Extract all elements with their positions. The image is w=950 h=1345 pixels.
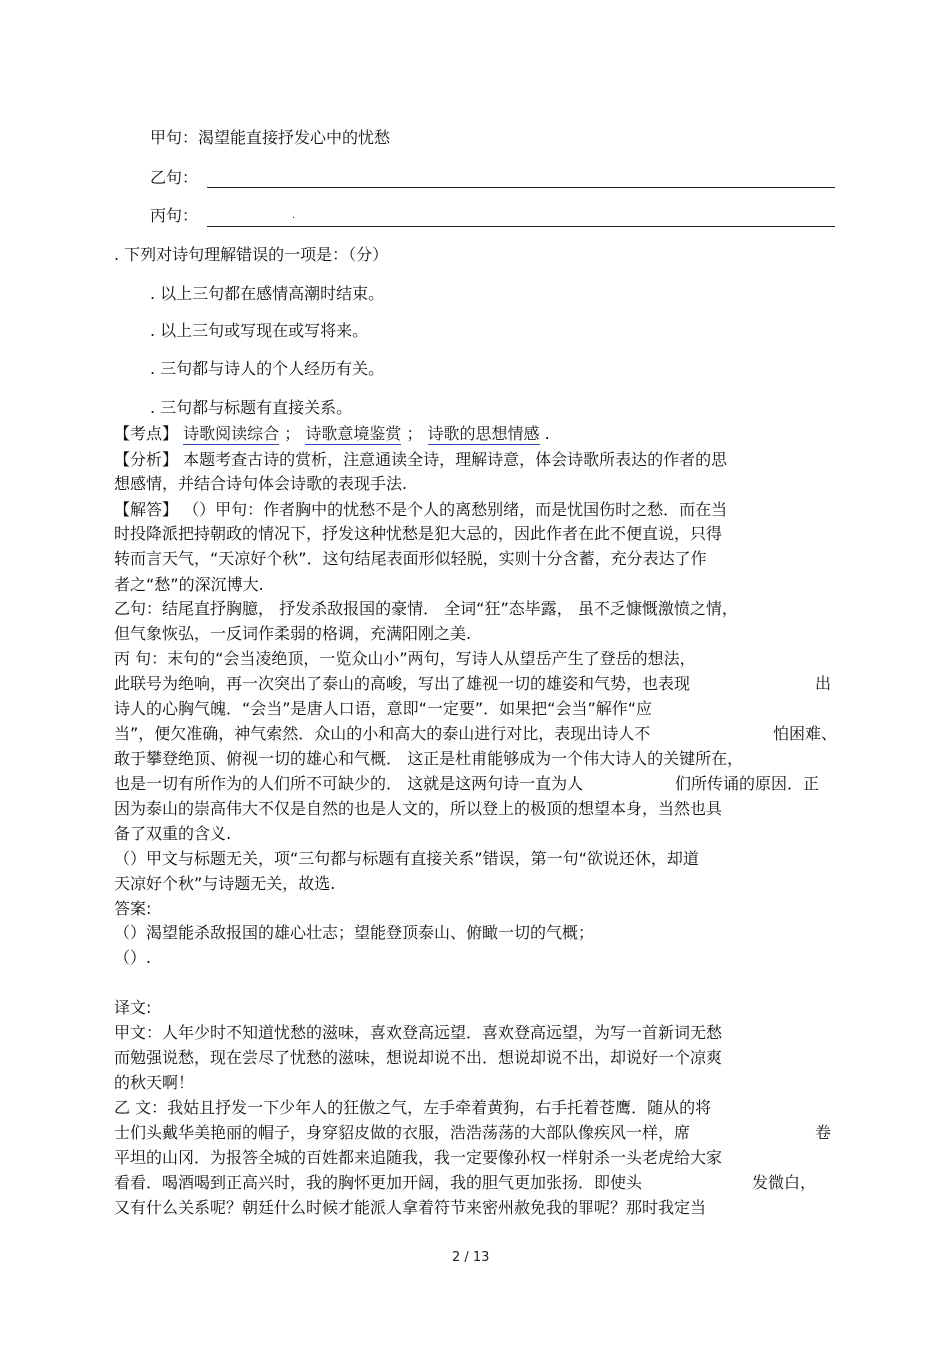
fenxi-line-1: 【分析】 本题考查古诗的赏析，注意通读全诗，理解诗意，体会诗歌所表达的作者的思 <box>114 450 728 469</box>
kaodian-end: . <box>544 424 550 443</box>
jieda-line-6: 但气象恢弘，一反词作柔弱的格调，充满阳刚之美. <box>114 624 472 643</box>
jieda-line-16: 天凉好个秋”与诗题无关，故选. <box>114 874 336 893</box>
question-stem: . 下列对诗句理解错误的一项是：（分） <box>114 245 389 264</box>
jieda-line-3: 转而言天气，“天凉好个秋”．这句结尾表面形似轻脱，实则十分含蓄，充分表达了作 <box>114 549 707 568</box>
jieda-line-5: 乙句：结尾直抒胸臆， 抒发杀敌报国的豪情． 全词“狂”态毕露， 虽不乏慷慨激愤之情， <box>114 599 738 618</box>
yiwen-line-1: 甲文：人年少时不知道忧愁的滋味，喜欢登高远望．喜欢登高远望，为写一首新词无愁 <box>114 1023 723 1042</box>
jieda-line-2: 时投降派把持朝政的情况下，抒发这种忧愁是犯大忌的，因此作者在此不便直说，只得 <box>114 524 723 543</box>
kaodian-sep-1: ； <box>284 424 301 443</box>
answer-line-2: （）. <box>114 948 152 967</box>
jieda-line-14: 备了双重的含义. <box>114 824 232 843</box>
yiwen-line-6: 平坦的山冈．为报答全城的百姓都来追随我，我一定要像孙权一样射杀一头老虎给大家 <box>114 1148 723 1167</box>
jieda-line-13: 因为泰山的崇高伟大不仅是自然的也是人文的，所以登上的极顶的想望本身，当然也具 <box>114 799 723 818</box>
jia-sentence: 甲句：渴望能直接抒发心中的忧愁 <box>150 128 391 147</box>
option-b: . 以上三句或写现在或写将来。 <box>150 321 369 340</box>
answer-label: 答案: <box>114 899 152 918</box>
kaodian-tag-3[interactable]: 诗歌的思想情感 <box>427 424 540 443</box>
jieda-line-11: 敢于攀登绝顶、俯视一切的雄心和气概． 这正是杜甫能够成为一个伟大诗人的关键所在， <box>114 749 744 768</box>
bing-answer-line <box>207 226 835 227</box>
yiwen-line-4: 乙 文：我姑且抒发一下少年人的狂傲之气，左手牵着黄狗，右手托着苍鹰．随从的将 <box>114 1098 712 1117</box>
jieda-line-8-end: 出 <box>815 674 832 693</box>
bing-dot: . <box>292 210 296 221</box>
yiwen-line-8: 又有什么关系呢？朝廷什么时候才能派人拿着符节来密州赦免我的罪呢？那时我定当 <box>114 1198 707 1217</box>
kaodian-label: 【考点】 <box>114 424 179 443</box>
jieda-line-12-end: 们所传诵的原因．正 <box>675 774 820 793</box>
jieda-line-4: 者之“愁”的深沉博大. <box>114 575 264 594</box>
jieda-line-1: 【解答】 （）甲句：作者胸中的忧愁不是个人的离愁别绪，而是忧国伤时之愁．而在当 <box>114 500 728 519</box>
kaodian-tag-2[interactable]: 诗歌意境鉴赏 <box>305 424 402 443</box>
page-number: 2 / 13 <box>452 1250 490 1265</box>
yiwen-label: 译文: <box>114 998 152 1017</box>
yiwen-line-3: 的秋天啊！ <box>114 1073 195 1092</box>
bing-label: 丙句： <box>150 206 199 225</box>
fenxi-line-2: 想感情，并结合诗句体会诗歌的表现手法. <box>114 474 408 493</box>
option-a: . 以上三句都在感情高潮时结束。 <box>150 284 385 303</box>
yiwen-line-2: 而勉强说愁，现在尝尽了忧愁的滋味，想说却说不出．想说却说不出，却说好一个凉爽 <box>114 1048 723 1067</box>
yiwen-line-7-end: 发微白， <box>752 1173 817 1192</box>
option-d: . 三句都与标题有直接关系。 <box>150 398 353 417</box>
yi-label: 乙句： <box>150 168 199 187</box>
jieda-line-12: 也是一切有所作为的人们所不可缺少的． 这就是这两句诗一直为人 <box>114 774 584 793</box>
yiwen-line-5-end: 卷 <box>815 1123 832 1142</box>
kaodian-sep-2: ； <box>406 424 423 443</box>
kaodian-tag-1[interactable]: 诗歌阅读综合 <box>183 424 280 443</box>
jieda-line-10-end: 怕困难、 <box>773 724 838 743</box>
jieda-line-8: 此联号为绝响，再一次突出了泰山的高峻，写出了雄视一切的雄姿和气势，也表现 <box>114 674 691 693</box>
yi-answer-line <box>207 187 835 188</box>
jieda-line-15: （）甲文与标题无关，项“三句都与标题有直接关系”错误，第一句“欲说还休，却道 <box>114 849 699 868</box>
jieda-line-9: 诗人的心胸气魄．“会当”是唐人口语，意即“一定要”．如果把“会当”解作“应 <box>114 699 653 718</box>
option-c: . 三句都与诗人的个人经历有关。 <box>150 359 385 378</box>
kaodian-row <box>114 424 550 444</box>
jieda-line-10: 当”，便欠准确，神气索然．众山的小和高大的泰山进行对比，表现出诗人不 <box>114 724 651 743</box>
yiwen-line-5: 士们头戴华美艳丽的帽子，身穿貂皮做的衣服，浩浩荡荡的大部队像疾风一样，席 <box>114 1123 691 1142</box>
answer-line-1: （）渴望能杀敌报国的雄心壮志；望能登顶泰山、俯瞰一切的气概； <box>114 923 595 942</box>
jieda-line-7: 丙 句：末句的“会当凌绝顶，一览众山小”两句，写诗人从望岳产生了登岳的想法， <box>114 649 696 668</box>
yiwen-line-7: 看看．喝酒喝到正高兴时，我的胸怀更加开阔，我的胆气更加张扬．即使头 <box>114 1173 643 1192</box>
